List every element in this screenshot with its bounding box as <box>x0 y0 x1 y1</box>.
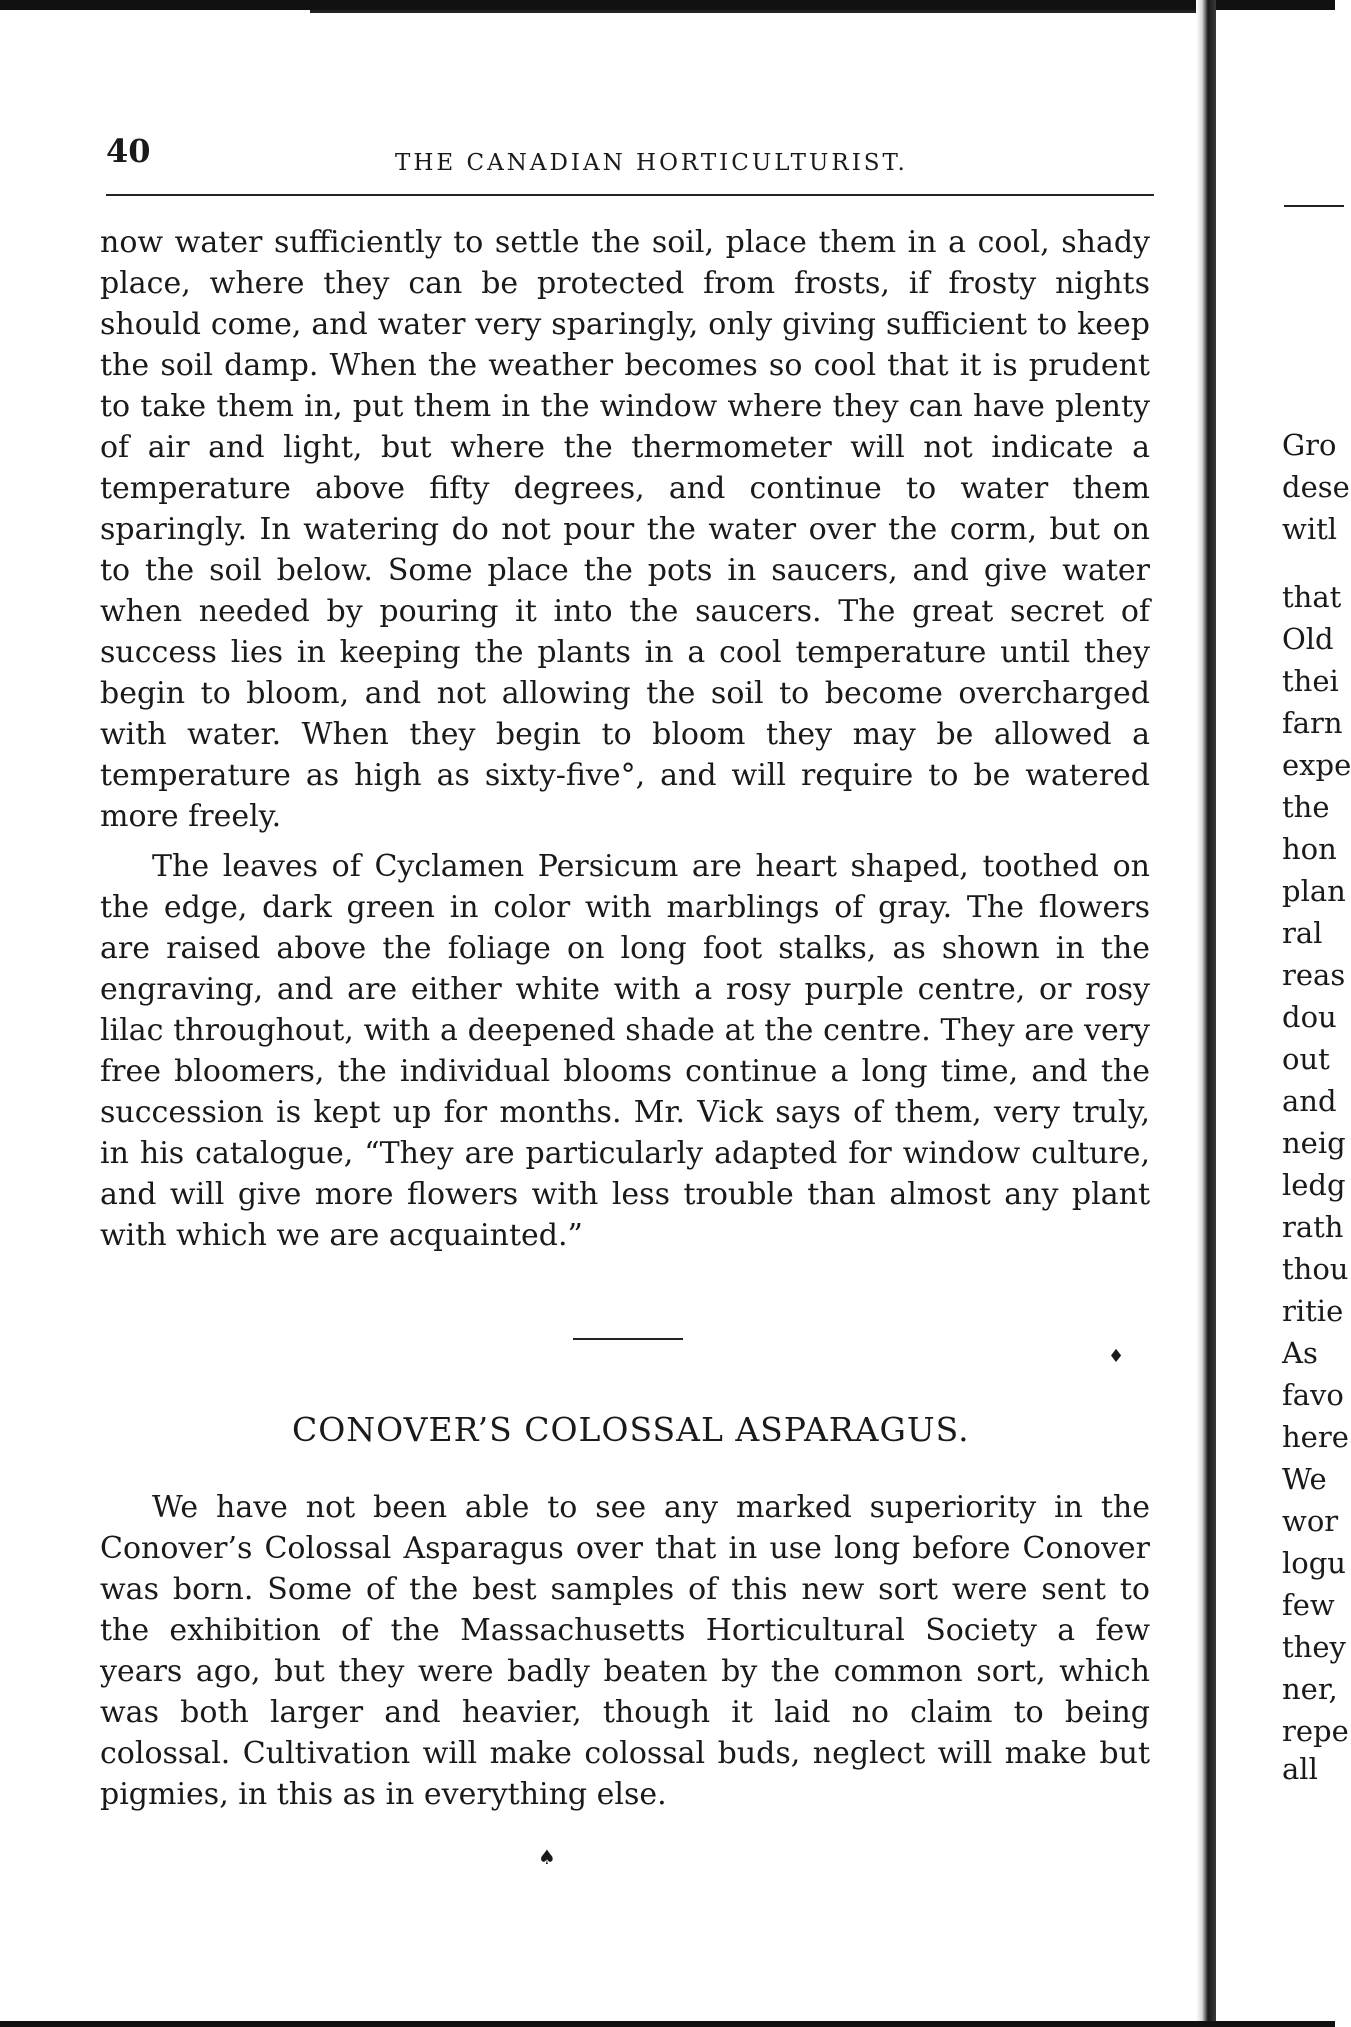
right-page-fragment: and <box>1282 1084 1337 1118</box>
right-page-fragment: they <box>1282 1630 1346 1664</box>
right-page-fragment: the <box>1282 790 1330 824</box>
running-head: THE CANADIAN HORTICULTURIST. <box>395 150 908 176</box>
right-page-fragment: dese <box>1282 470 1350 504</box>
right-page-fragment: favo <box>1282 1378 1344 1412</box>
right-page-fragment: neig <box>1282 1126 1346 1160</box>
right-page-fragment: Old <box>1282 622 1334 656</box>
right-page-fragment: all <box>1282 1752 1318 1786</box>
page-number: 40 <box>106 132 151 170</box>
body-paragraph-3 <box>100 1487 1150 1815</box>
right-page-fragment: thou <box>1282 1252 1349 1286</box>
right-page-fragment: thei <box>1282 664 1339 698</box>
right-page-fragment: witl <box>1282 512 1338 546</box>
book-spine-gutter <box>1196 0 1216 2027</box>
body-paragraph-2 <box>100 846 1150 1256</box>
right-page-fragment: farn <box>1282 706 1343 740</box>
right-page-fragment: logu <box>1282 1546 1346 1580</box>
stray-ink-mark: ♦ <box>1108 1346 1125 1367</box>
right-page-fragment: plan <box>1282 874 1346 908</box>
right-page-edge <box>1216 0 1351 2027</box>
right-page-fragment: ner, <box>1282 1672 1338 1706</box>
right-page-fragment: repe <box>1282 1714 1349 1748</box>
right-page-fragment: Gro <box>1282 428 1337 462</box>
right-page-fragment: reas <box>1282 958 1346 992</box>
body-paragraph-1 <box>100 222 1150 837</box>
paragraph-3-text: We have not been able to see any marked superiority in the Conover’s Colossal Asparagus over that in use long before Conover was born. Some of the best samples of this new sort were sent to the exhibition of the Massachusetts Horticultural Society a few years ago, but they were badly beaten by the common sort, which was both larger and heavier, though it laid no claim to being colossal. Cultivation will make colossal buds, neglect will make but pigmies, in this as in everything else. <box>100 1490 1150 1812</box>
paragraph-1-text: now water sufficiently to settle the soil, place them in a cool, shady place, where they can be protected from frosts, if frosty nights should come, and water very sparingly, only giving sufficient to keep the soil damp. When the weather becomes so cool that it is prudent to take them in, put them in the window where they can have plenty of air and light, but where the thermometer will not indicate a temperature above fifty degrees, and continue to water them sparingly. In watering do not pour the water over the corm, but on to the soil below. Some place the pots in saucers, and give water when needed by pouring it into the saucers. The great secret of success lies in keeping the plants in a cool temperature until they begin to bloom, and not allowing the soil to become overcharged with water. When they begin to bloom they may be allowed a temperature as high as sixty-five°, and will require to be watered more freely. <box>100 225 1150 834</box>
right-page-fragment: As <box>1282 1336 1318 1370</box>
paragraph-2-text: The leaves of Cyclamen Persicum are heart shaped, toothed on the edge, dark green in color with marblings of gray. The flowers are raised above the foliage on long foot stalks, as shown in the engraving, and are either white with a rosy purple centre, or rosy lilac throughout, with a deepened shade at the centre. They are very free bloomers, the individual blooms continue a long time, and the succession is kept up for months. Mr. Vick says of them, very truly, in his catalogue, “They are particularly adapted for window culture, and will give more flowers with less trouble than almost any plant with which we are acquainted.” <box>100 849 1150 1253</box>
right-page-fragment: ledg <box>1282 1168 1346 1202</box>
right-page-fragment: that <box>1282 580 1342 614</box>
section-divider-rule <box>573 1338 683 1340</box>
right-page-header-rule <box>1284 205 1344 207</box>
right-page-fragment: ral <box>1282 916 1323 950</box>
right-page-fragment: few <box>1282 1588 1335 1622</box>
right-page-fragment: We <box>1282 1462 1327 1496</box>
right-page-fragment: ritie <box>1282 1294 1344 1328</box>
right-page-fragment: hon <box>1282 832 1337 866</box>
right-page-fragment: dou <box>1282 1000 1337 1034</box>
section-title: CONOVER’S COLOSSAL ASPARAGUS. <box>292 1410 970 1449</box>
page-bottom-edge <box>0 2021 1335 2027</box>
right-page-fragment: here <box>1282 1420 1349 1454</box>
right-page-fragment: expe <box>1282 748 1351 782</box>
right-page-fragment: rath <box>1282 1210 1344 1244</box>
right-page-fragment: out <box>1282 1042 1330 1076</box>
right-page-fragment: wor <box>1282 1504 1339 1538</box>
ornament-icon: ♠ <box>538 1845 556 1869</box>
header-rule <box>106 194 1154 196</box>
